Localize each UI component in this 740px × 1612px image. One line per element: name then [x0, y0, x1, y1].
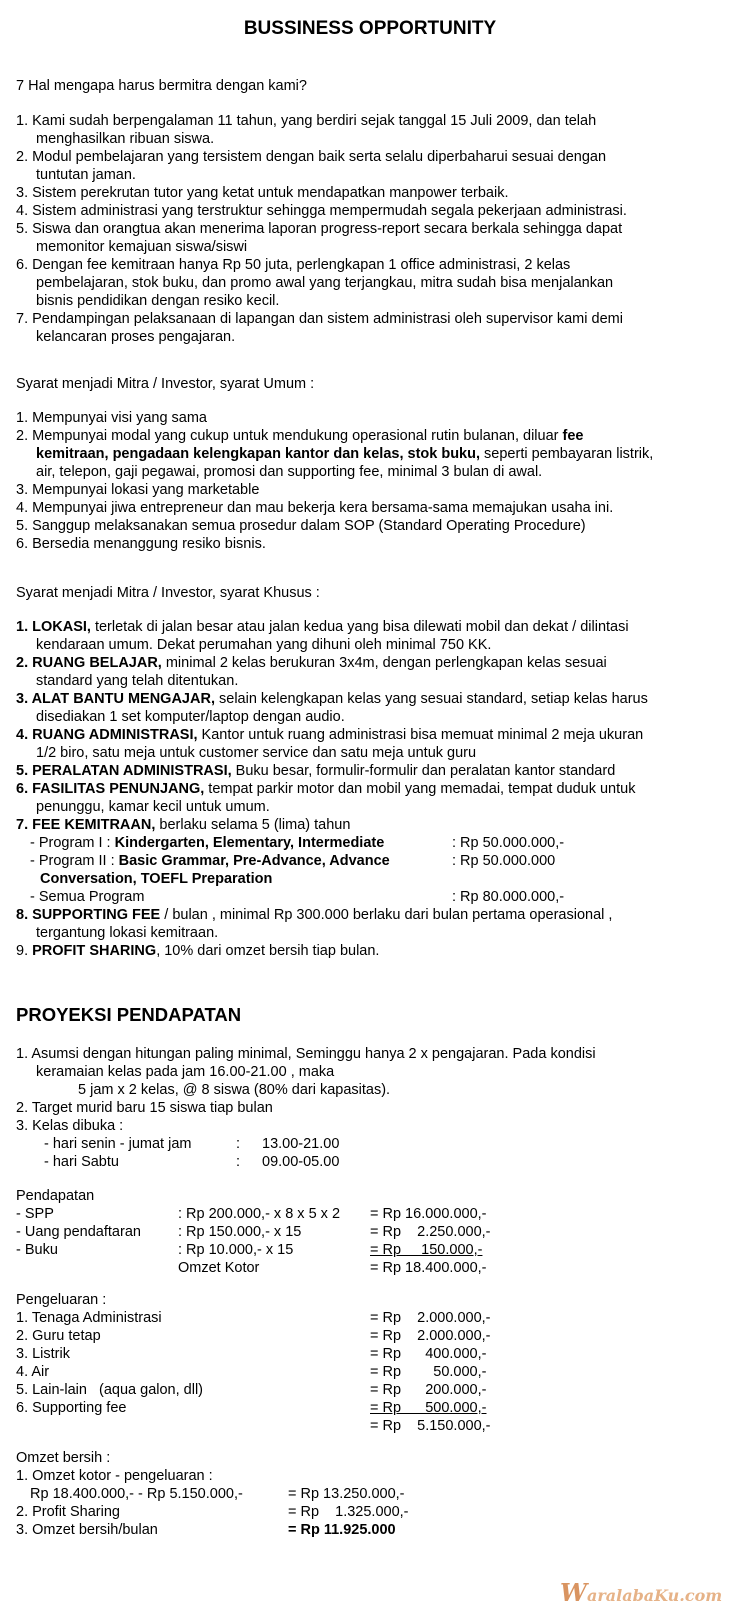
list-item: 3. ALAT BANTU MENGAJAR, selain kelengkapan kelas yang sesuai standard, setiap kelas harus: [16, 691, 648, 707]
program-all-fee: : Rp 80.000.000,-: [452, 889, 565, 905]
list-item: 3. Omzet bersih/bulan: [16, 1522, 158, 1538]
list-item: 1. Kami sudah berpengalaman 11 tahun, yang berdiri sejak tanggal 15 Juli 2009, dan telah: [16, 113, 597, 129]
list-item: standard yang telah ditentukan.: [36, 673, 239, 689]
list-item: 2. Target murid baru 15 siswa tiap bulan: [16, 1100, 273, 1116]
khusus-heading: Syarat menjadi Mitra / Investor, syarat Khusus :: [16, 585, 320, 601]
table-row: - Buku: [16, 1242, 58, 1258]
list-item: 3. Mempunyai lokasi yang marketable: [16, 482, 260, 498]
list-item: 7. Pendampingan pelaksanaan di lapangan dan sistem administrasi oleh supervisor kami demi: [16, 311, 623, 327]
program-all: - Semua Program: [30, 889, 145, 905]
program-2: - Program II : Basic Grammar, Pre-Advance, Advance: [30, 853, 390, 869]
schedule-saturday: - hari Sabtu: [44, 1154, 119, 1170]
table-row: - Uang pendaftaran: [16, 1224, 141, 1240]
table-row: = Rp 500.000,-: [370, 1400, 487, 1416]
profit-sharing-value: = Rp 1.325.000,-: [288, 1504, 409, 1520]
schedule-saturday-time: 09.00-05.00: [262, 1154, 340, 1170]
calc-result: = Rp 13.250.000,-: [288, 1486, 405, 1502]
program-1: - Program I : Kindergarten, Elementary, Intermediate: [30, 835, 385, 851]
list-item: 1. Mempunyai visi yang sama: [16, 410, 207, 426]
list-item: 6. FASILITAS PENUNJANG, tempat parkir motor dan mobil yang memadai, tempat duduk untuk: [16, 781, 636, 797]
table-row: = Rp 16.000.000,-: [370, 1206, 487, 1222]
schedule-weekday-time: 13.00-21.00: [262, 1136, 340, 1152]
list-item: 2. RUANG BELAJAR, minimal 2 kelas berukuran 3x4m, dengan perlengkapan kelas sesuai: [16, 655, 607, 671]
list-item: tuntutan jaman.: [36, 167, 136, 183]
list-item: tergantung lokasi kemitraan.: [36, 925, 219, 941]
list-item: 1/2 biro, satu meja untuk customer service dan satu meja untuk guru: [36, 745, 477, 761]
table-row: = Rp 2.250.000,-: [370, 1224, 491, 1240]
table-row: : Rp 200.000,- x 8 x 5 x 2: [178, 1206, 341, 1222]
omzet-kotor-value: = Rp 18.400.000,-: [370, 1260, 487, 1276]
list-item: 8. SUPPORTING FEE / bulan , minimal Rp 300.000 berlaku dari bulan pertama operasional ,: [16, 907, 613, 923]
list-item: disediakan 1 set komputer/laptop dengan audio.: [36, 709, 345, 725]
list-item: 9. PROFIT SHARING, 10% dari omzet bersih tiap bulan.: [16, 943, 380, 959]
table-row: = Rp 2.000.000,-: [370, 1310, 491, 1326]
table-row: 4. Air: [16, 1364, 50, 1380]
list-item: 1. LOKASI, terletak di jalan besar atau jalan kedua yang bisa dilewati mobil dan dekat / dilintasi: [16, 619, 629, 635]
list-item: 3. Sistem perekrutan tutor yang ketat untuk mendapatkan manpower terbaik.: [16, 185, 509, 201]
omzet-bersih-label: Omzet bersih :: [16, 1450, 111, 1466]
program-2-cont: Conversation, TOEFL Preparation: [40, 871, 273, 887]
list-item: 4. RUANG ADMINISTRASI, Kantor untuk ruang administrasi bisa memuat minimal 2 meja ukuran: [16, 727, 644, 743]
list-item: air, telepon, gaji pegawai, promosi dan supporting fee, minimal 3 bulan di awal.: [36, 464, 543, 480]
table-row: = Rp 2.000.000,-: [370, 1328, 491, 1344]
list-item: 5 jam x 2 kelas, @ 8 siswa (80% dari kapasitas).: [78, 1082, 391, 1098]
document-title: BUSSINESS OPPORTUNITY: [243, 18, 497, 39]
list-item: kelancaran proses pengajaran.: [36, 329, 236, 345]
watermark-logo: WaralabaKu.com: [560, 1578, 723, 1607]
list-item: memonitor kemajuan siswa/siswi: [36, 239, 248, 255]
table-row: : Rp 10.000,- x 15: [178, 1242, 294, 1258]
table-row: 1. Tenaga Administrasi: [16, 1310, 162, 1326]
pengeluaran-total: = Rp 5.150.000,-: [370, 1418, 491, 1434]
list-item: 4. Sistem administrasi yang terstruktur sehingga mempermudah segala pekerjaan administrasi.: [16, 203, 627, 219]
table-row: 3. Listrik: [16, 1346, 70, 1362]
section-heading: PROYEKSI PENDAPATAN: [16, 1004, 242, 1025]
program-1-fee: : Rp 50.000.000,-: [452, 835, 565, 851]
list-item: 6. Dengan fee kemitraan hanya Rp 50 juta, perlengkapan 1 office administrasi, 2 kelas: [16, 257, 571, 273]
table-row: - SPP: [16, 1206, 54, 1222]
list-item: 2. Mempunyai modal yang cukup untuk mendukung operasional rutin bulanan, diluar fee: [16, 428, 584, 444]
table-row: 5. Lain-lain (aqua galon, dll): [16, 1382, 204, 1398]
intro-heading: 7 Hal mengapa harus bermitra dengan kami?: [16, 78, 307, 94]
omzet-bersih-value: = Rp 11.925.000: [288, 1522, 396, 1538]
list-item: kendaraan umum. Dekat perumahan yang dihuni oleh minimal 750 KK.: [36, 637, 492, 653]
program-2-fee: : Rp 50.000.000: [452, 853, 556, 869]
list-item: 1. Asumsi dengan hitungan paling minimal, Seminggu hanya 2 x pengajaran. Pada kondisi: [16, 1046, 596, 1062]
list-item: 5. Sanggup melaksanakan semua prosedur dalam SOP (Standard Operating Procedure): [16, 518, 586, 534]
list-item: 6. Bersedia menanggung resiko bisnis.: [16, 536, 266, 552]
list-item: menghasilkan ribuan siswa.: [36, 131, 215, 147]
list-item: 7. FEE KEMITRAAN, berlaku selama 5 (lima) tahun: [16, 817, 351, 833]
table-row: : Rp 150.000,- x 15: [178, 1224, 302, 1240]
list-item: 5. Siswa dan orangtua akan menerima laporan progress-report secara berkala sehingga dapat: [16, 221, 623, 237]
table-row: = Rp 50.000,-: [370, 1364, 487, 1380]
pendapatan-label: Pendapatan: [16, 1188, 95, 1204]
calc-expression: Rp 18.400.000,- - Rp 5.150.000,-: [30, 1486, 243, 1502]
pengeluaran-label: Pengeluaran :: [16, 1292, 107, 1308]
table-row: = Rp 400.000,-: [370, 1346, 487, 1362]
list-item: penunggu, kamar kecil untuk umum.: [36, 799, 270, 815]
schedule-colon: :: [236, 1136, 241, 1152]
table-row: 6. Supporting fee: [16, 1400, 127, 1416]
umum-heading: Syarat menjadi Mitra / Investor, syarat Umum :: [16, 376, 315, 392]
table-row: = Rp 150.000,-: [370, 1242, 483, 1258]
list-item: 3. Kelas dibuka :: [16, 1118, 124, 1134]
list-item: bisnis pendidikan dengan resiko kecil.: [36, 293, 280, 309]
list-item: 4. Mempunyai jiwa entrepreneur dan mau bekerja kera bersama-sama memajukan usaha ini.: [16, 500, 614, 516]
list-item: pembelajaran, stok buku, dan promo awal yang terjangkau, mitra sudah bisa menjalankan: [36, 275, 614, 291]
list-item: 5. PERALATAN ADMINISTRASI, Buku besar, formulir-formulir dan peralatan kantor standard: [16, 763, 616, 779]
list-item: kemitraan, pengadaan kelengkapan kantor dan kelas, stok buku, seperti pembayaran listrik,: [36, 446, 654, 462]
list-item: 2. Profit Sharing: [16, 1504, 120, 1520]
omzet-kotor-label: Omzet Kotor: [178, 1260, 260, 1276]
list-item: keramaian kelas pada jam 16.00-21.00 , maka: [36, 1064, 335, 1080]
list-item: 1. Omzet kotor - pengeluaran :: [16, 1468, 213, 1484]
table-row: = Rp 200.000,-: [370, 1382, 487, 1398]
list-item: 2. Modul pembelajaran yang tersistem dengan baik serta selalu diperbaharui sesuai dengan: [16, 149, 607, 165]
schedule-weekday: - hari senin - jumat jam: [44, 1136, 192, 1152]
schedule-colon: :: [236, 1154, 241, 1170]
table-row: 2. Guru tetap: [16, 1328, 101, 1344]
